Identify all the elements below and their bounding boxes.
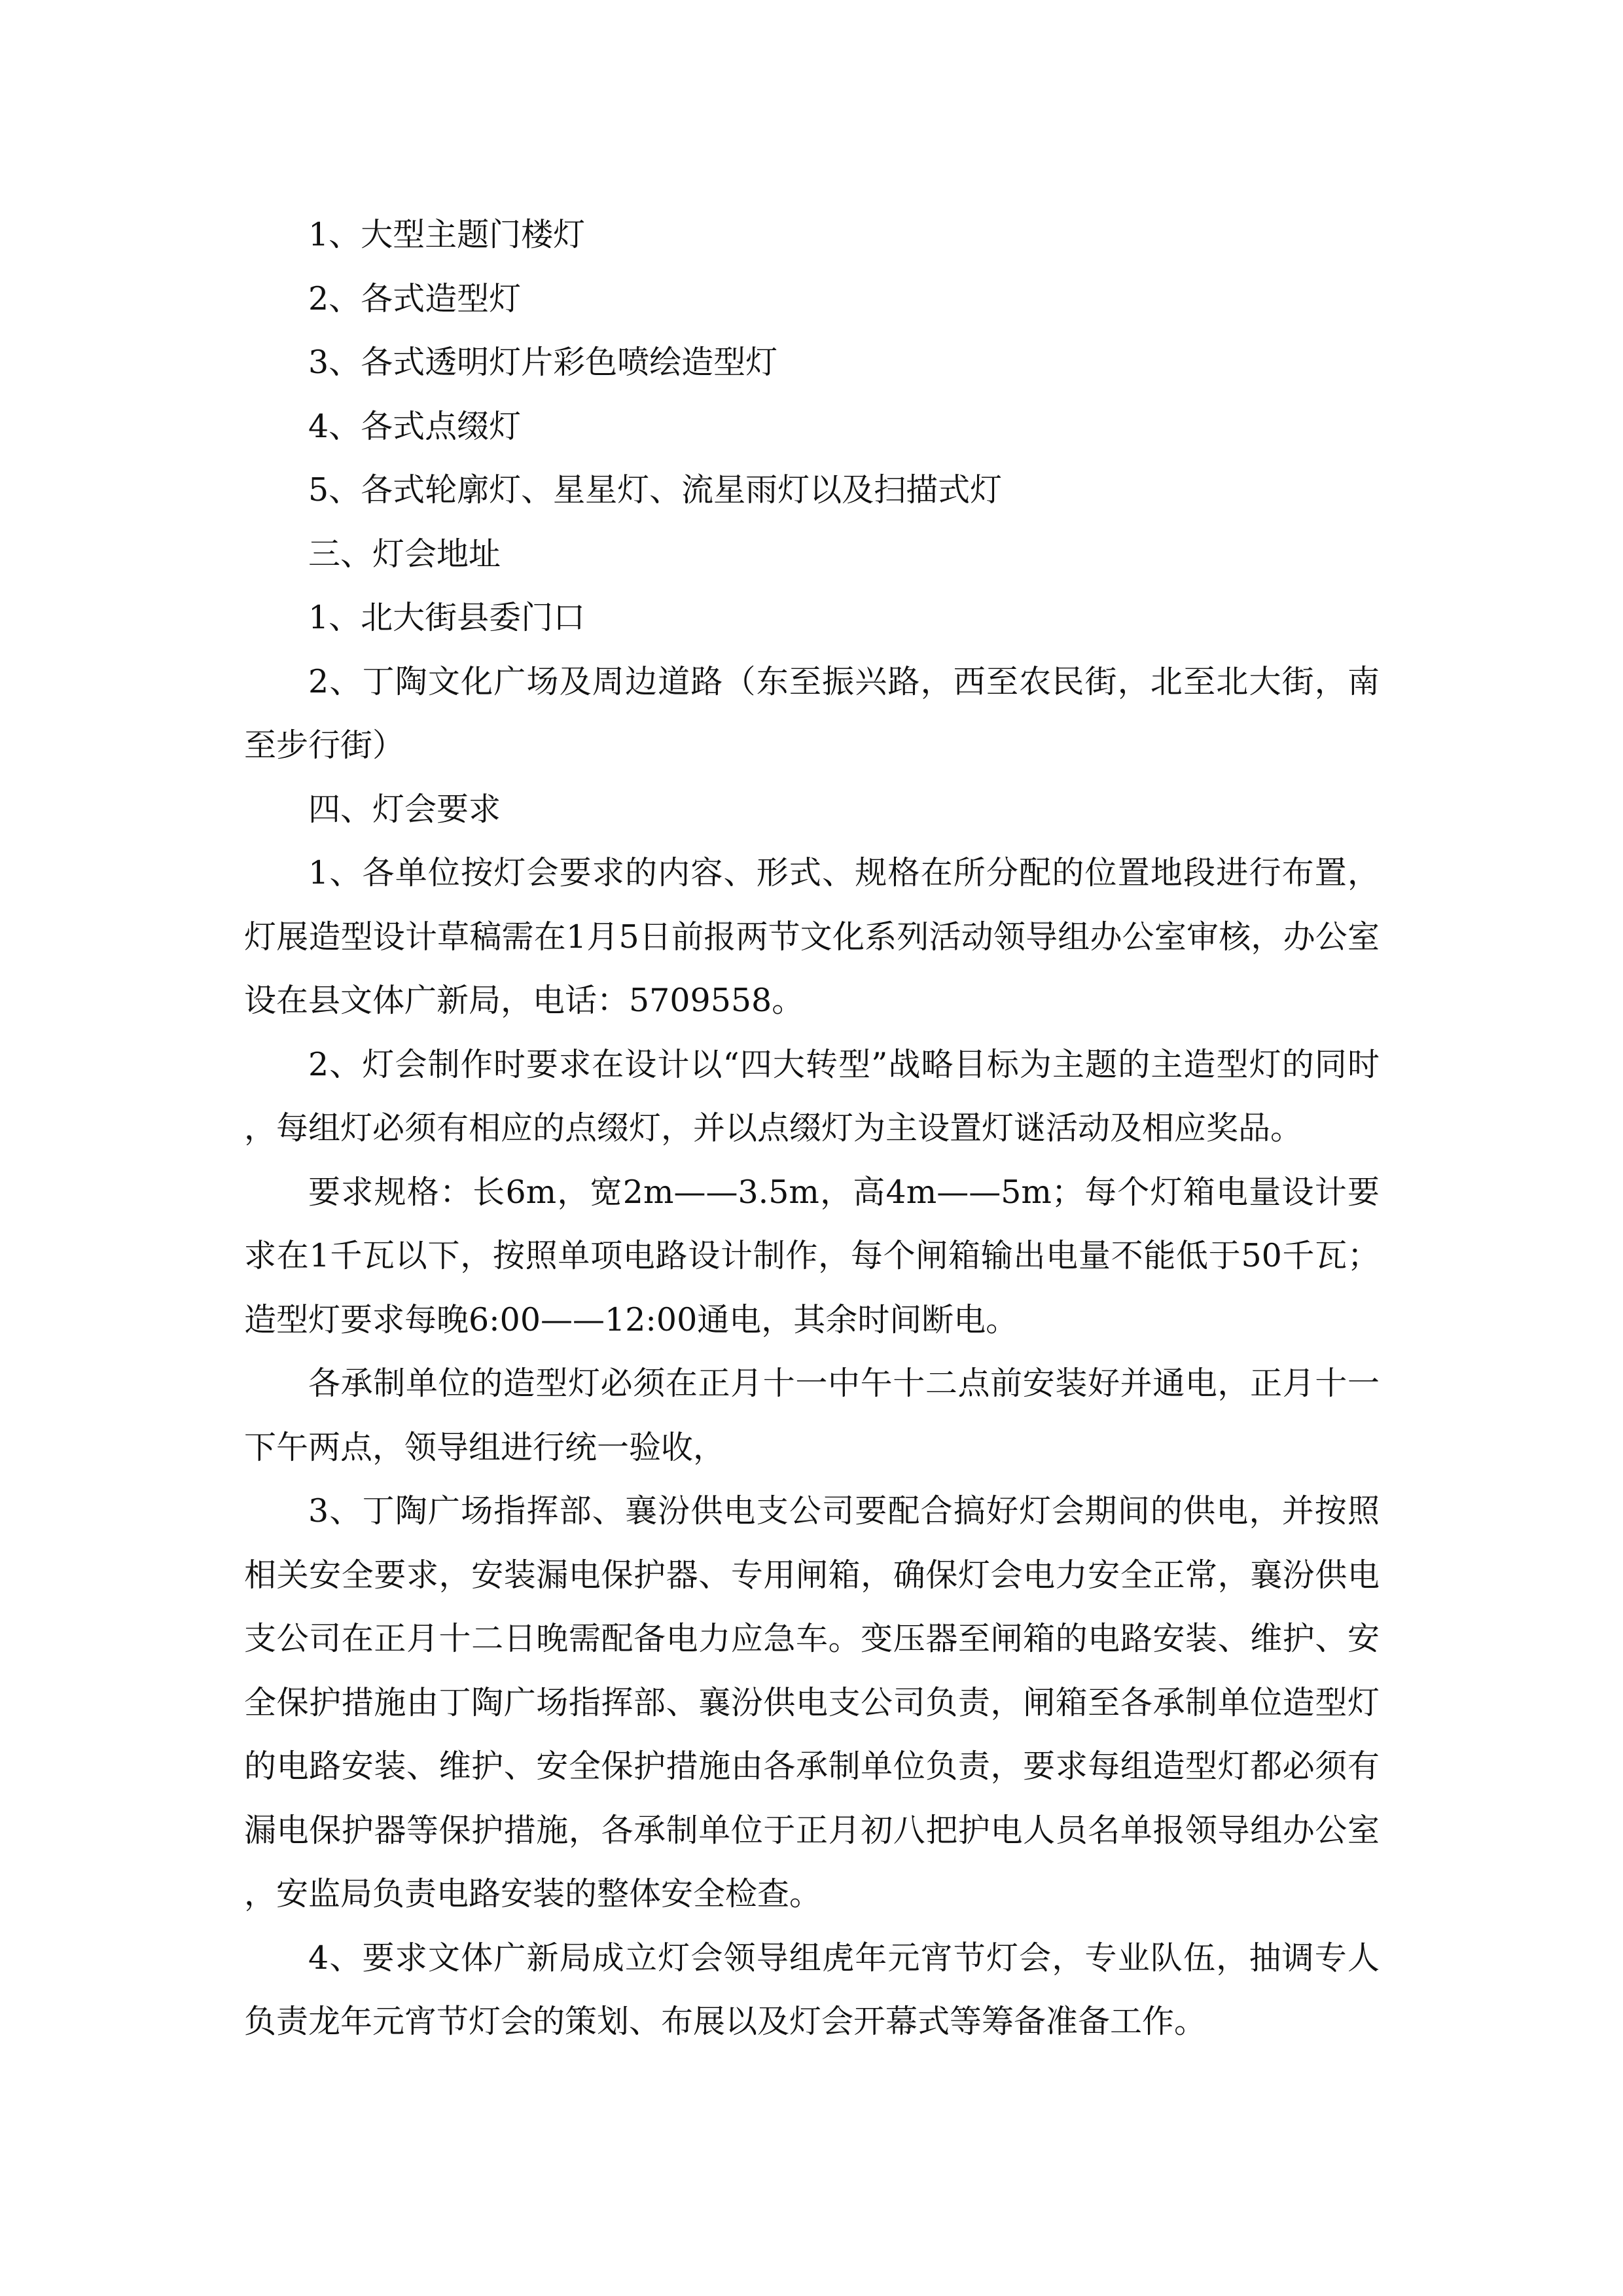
venue-item-culture-square: 2、丁陶文化广场及周边道路（东至振兴路，西至农民街，北至北大街，南至步行街） [244, 662, 1380, 764]
list-item-outline-lights: 5、各式轮廓灯、星星灯、流星雨灯以及扫描式灯 [308, 471, 1003, 509]
requirement-paragraph-3: 3、丁陶广场指挥部、襄汾供电支公司要配合搞好灯会期间的供电，并按照相关安全要求，安装漏电保护器、专用闸箱，确保灯会电力安全正常，襄汾供电支公司在正月十二日晚需配备电力应急车。变压器至闸箱的电路安装、维护、安全保护措施由丁陶广场指挥部、襄汾供电支公司负责，闸箱至各承制单位造型灯的电路安装、维护、安全保护措施由各承制单位负责，要求每组造型灯都必须有漏电保护器等保护措施，各承制单位于正月初八把护电人员名单报领导组办公室，安监局负责电路安装的整体安全检查。 [244, 1492, 1380, 1912]
inspection-paragraph: 各承制单位的造型灯必须在正月十一中午十二点前安装好并通电，正月十一下午两点，领导组进行统一验收， [244, 1365, 1380, 1466]
requirement-paragraph-1: 1、各单位按灯会要求的内容、形式、规格在所分配的位置地段进行布置，灯展造型设计草稿需在1月5日前报两节文化系列活动领导组办公室审核，办公室设在县文体广新局，电话：5709558。 [244, 854, 1380, 1019]
section-heading-requirements: 四、灯会要求 [308, 790, 501, 828]
document-body [244, 203, 1380, 2054]
list-item-main-gate-lantern: 1、大型主题门楼灯 [308, 216, 586, 253]
section-heading-venue: 三、灯会地址 [308, 535, 501, 573]
list-item-shaped-lanterns: 2、各式造型灯 [308, 279, 522, 317]
list-item-decorative-lights: 4、各式点缀灯 [308, 407, 522, 445]
requirement-paragraph-4: 4、要求文体广新局成立灯会领导组虎年元宵节灯会，专业队伍，抽调专人负责龙年元宵节灯会的策划、布展以及灯会开幕式等筹备准备工作。 [244, 1939, 1380, 2040]
venue-item-county-gate: 1、北大街县委门口 [308, 599, 586, 636]
requirement-paragraph-2: 2、灯会制作时要求在设计以“四大转型”战略目标为主题的主造型灯的同时，每组灯必须有相应的点缀灯，并以点缀灯为主设置灯谜活动及相应奖品。 [244, 1045, 1380, 1147]
specification-paragraph: 要求规格：长6m，宽2m——3.5m，高4m——5m；每个灯箱电量设计要求在1千瓦以下，按照单项电路设计制作，每个闸箱输出电量不能低于50千瓦；造型灯要求每晚6:00——12:00通电，其余时间断电。 [244, 1173, 1380, 1338]
list-item-transparent-lanterns: 3、各式透明灯片彩色喷绘造型灯 [308, 344, 778, 381]
